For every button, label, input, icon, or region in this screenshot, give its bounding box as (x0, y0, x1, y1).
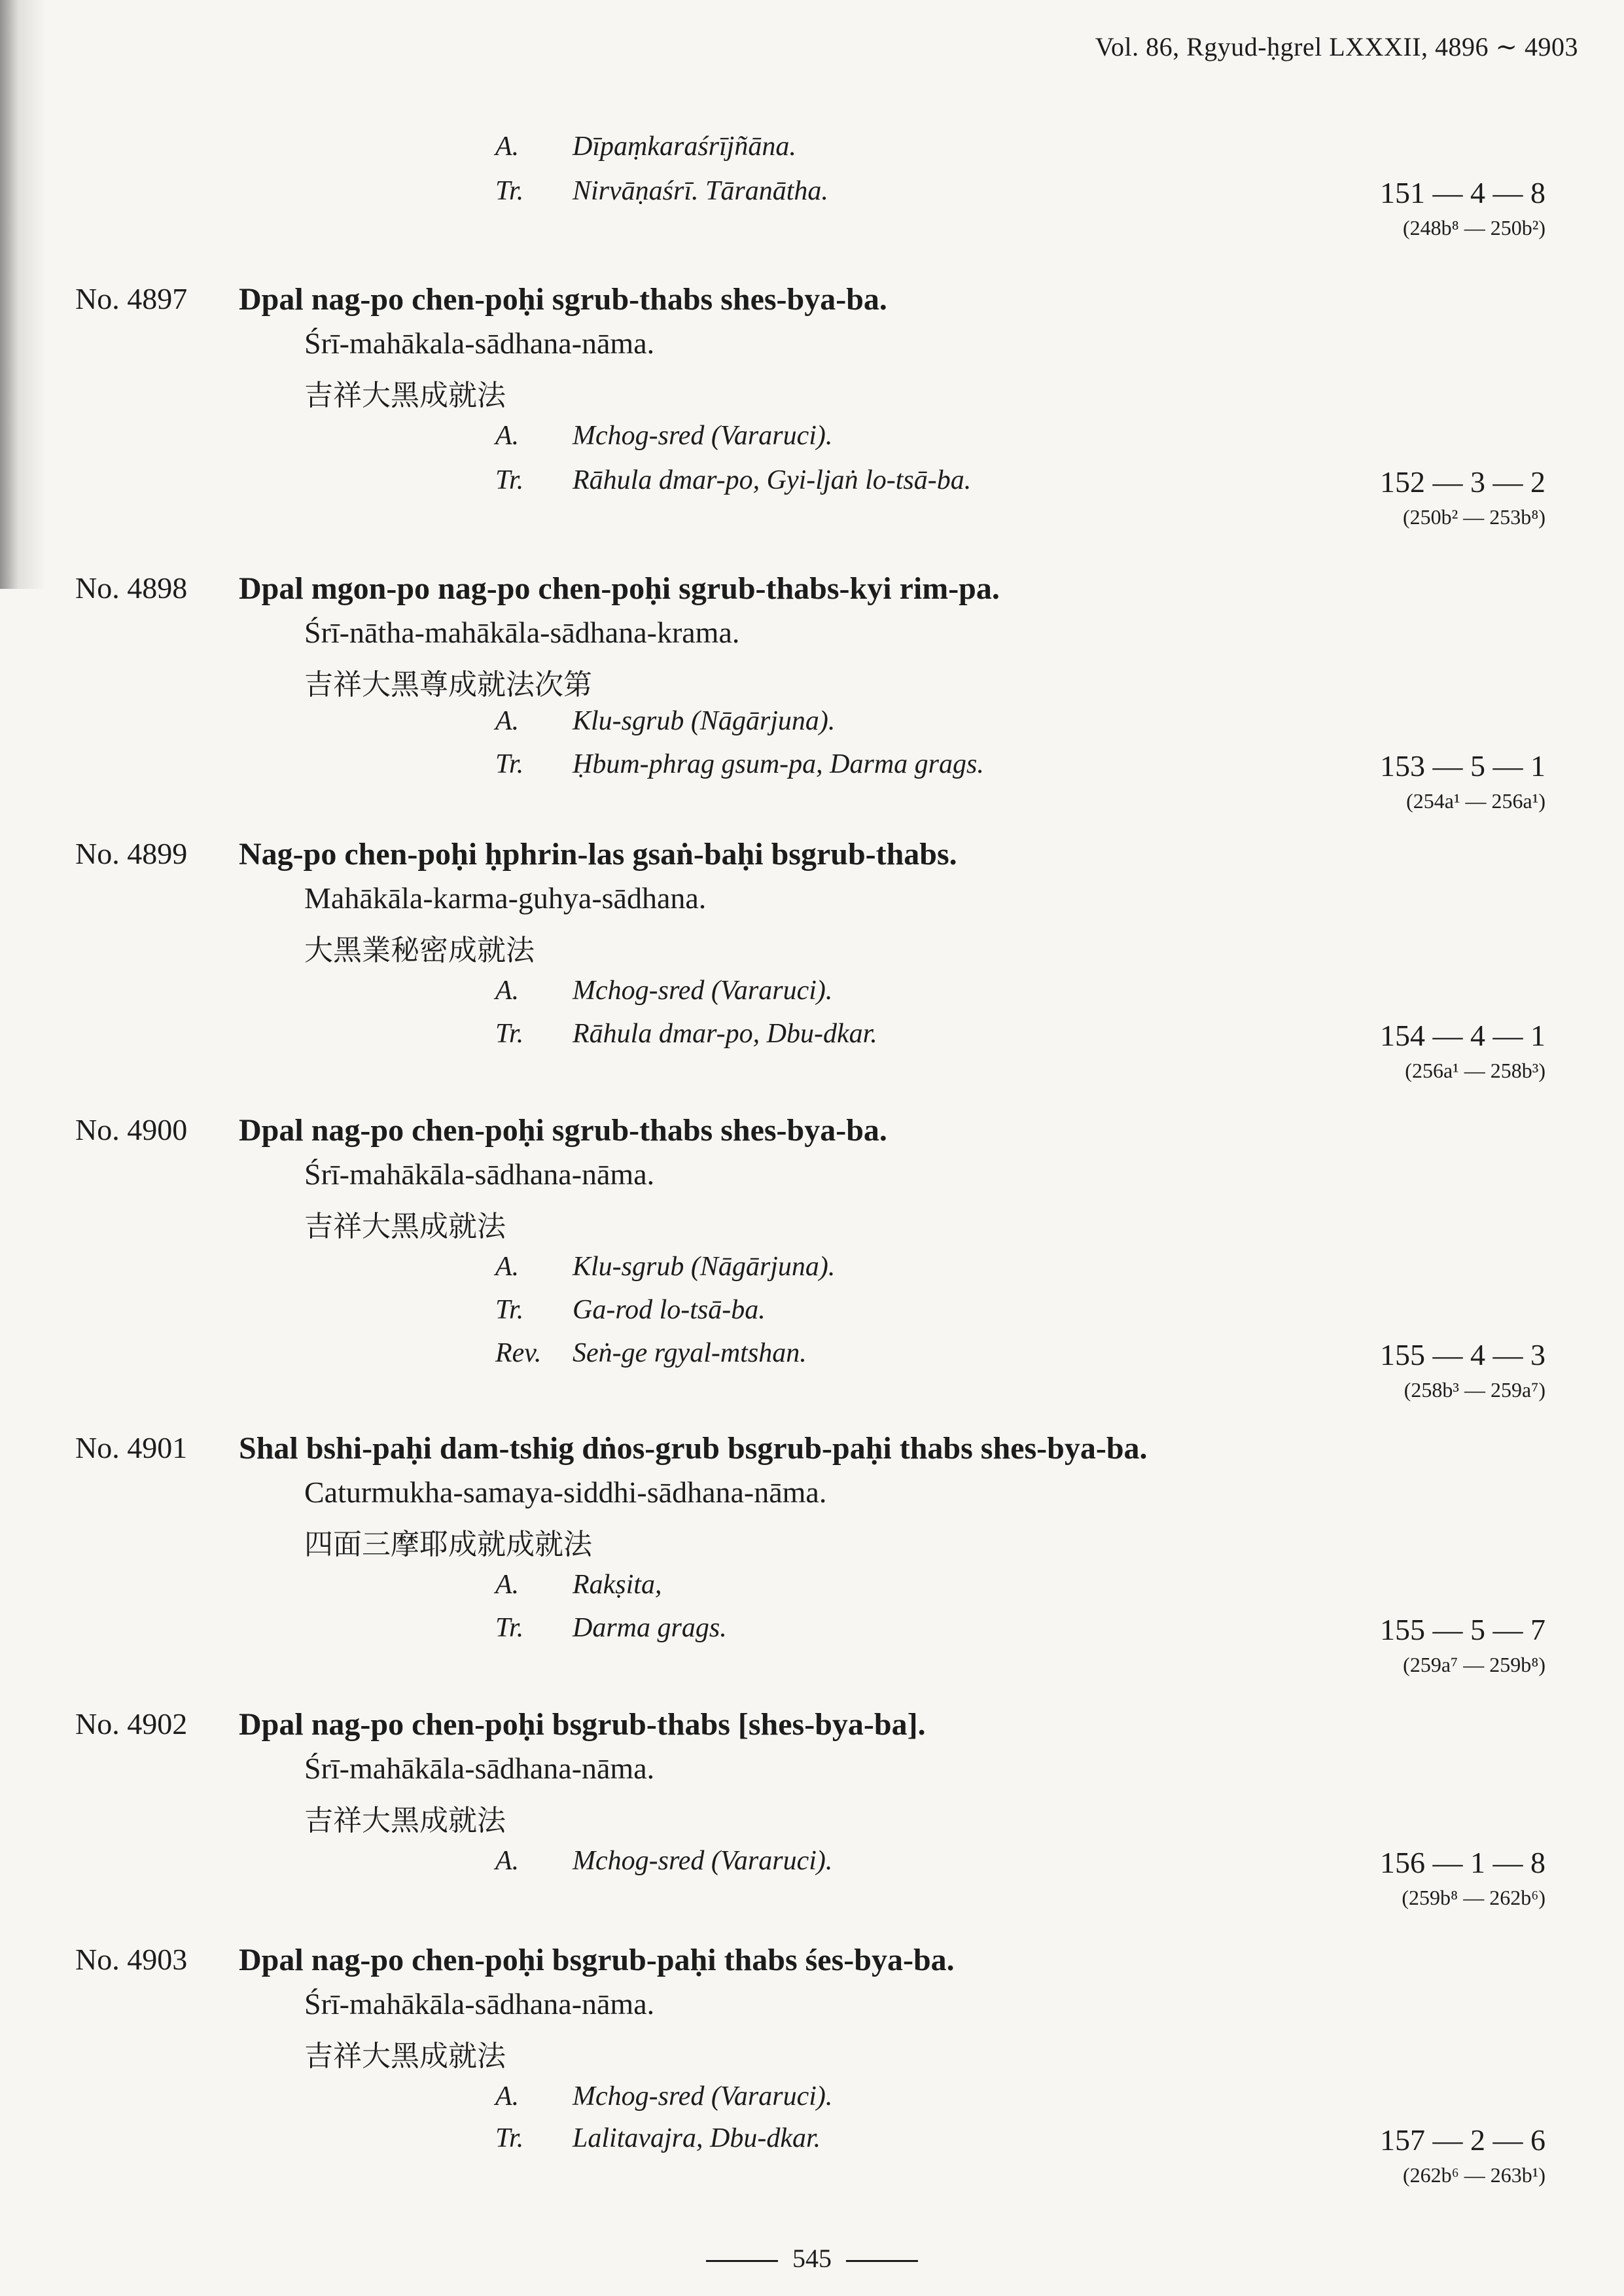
credit-name: Rāhula dmar-po, Dbu-dkar. (573, 1019, 877, 1049)
credit-role: Rev. (495, 1338, 542, 1368)
entry-sanskrit-title: Śrī-mahākāla-sādhana-nāma. (304, 1157, 655, 1191)
credit-name: Klu-sgrub (Nāgārjuna). (573, 1252, 836, 1282)
credit-name: Seṅ-ge rgyal-mtshan. (573, 1338, 807, 1368)
credit-line (0, 1569, 1624, 1608)
folio-range: (258b³ — 259a⁷) (1403, 1378, 1545, 1402)
entry-number: No. 4898 (75, 571, 188, 605)
entry-chinese-title: 大黑業秘密成就法 (304, 934, 535, 967)
credit-role: A. (495, 1570, 520, 1600)
folio-range: (262b⁶ — 263b¹) (1402, 2163, 1545, 2187)
entry-number: No. 4897 (75, 282, 188, 315)
credit-role: Tr. (495, 1295, 524, 1325)
entry-sanskrit-title: Śrī-mahākāla-sādhana-nāma. (304, 1987, 655, 2021)
entry-title: Dpal nag-po chen-poḥi bsgrub-paḥi thabs śes-bya-ba. (239, 1943, 955, 1977)
entry-sanskrit-title: Caturmukha-samaya-siddhi-sādhana-nāma. (304, 1475, 827, 1509)
credit-role: A. (495, 1846, 520, 1876)
credit-name: Mchog-sred (Vararuci). (573, 976, 833, 1006)
entry-sanskrit-title: Śrī-mahākāla-sādhana-nāma. (304, 1752, 655, 1785)
folio-range: (256a¹ — 258b³) (1405, 1059, 1545, 1082)
credit-role: A. (495, 2081, 520, 2111)
folio-range: (259a⁷ — 259b⁸) (1403, 1653, 1545, 1676)
volume-page-line-ref: 157 — 2 — 6 (1380, 2123, 1545, 2157)
credit-name: Mchog-sred (Vararuci). (573, 1846, 833, 1876)
folio-range: (250b² — 253b⁸) (1402, 505, 1545, 529)
credit-line (0, 2081, 1624, 2120)
credit-role: Tr. (495, 176, 524, 206)
credit-name: Rakṣita, (573, 1570, 662, 1600)
volume-page-line-ref: 156 — 1 — 8 (1380, 1846, 1545, 1879)
credit-name: Mchog-sred (Vararuci). (573, 421, 833, 451)
entry-chinese-title: 吉祥大黑成就法 (304, 1210, 506, 1243)
credit-name: Nirvāṇaśrī. Tāranātha. (573, 176, 828, 206)
credit-name: Darma grags. (573, 1613, 727, 1643)
credit-role: A. (495, 706, 520, 736)
volume-page-line-ref: 153 — 5 — 1 (1380, 749, 1545, 783)
credit-line (0, 1251, 1624, 1290)
entry-number: No. 4901 (75, 1431, 188, 1464)
credit-role: Tr. (495, 465, 524, 495)
credit-name: Ḥbum-phrag gsum-pa, Darma grags. (573, 749, 984, 779)
entry-title: Dpal mgon-po nag-po chen-poḥi sgrub-thabs-kyi rim-pa. (239, 571, 1000, 606)
credit-role: A. (495, 1252, 520, 1282)
running-head: Vol. 86, Rgyud-ḥgrel LXXXII, 4896 ∼ 4903 (1095, 32, 1578, 62)
volume-page-line-ref: 155 — 4 — 3 (1380, 1338, 1545, 1371)
volume-page-line-ref: 151 — 4 — 8 (1380, 176, 1545, 209)
volume-page-line-ref: 155 — 5 — 7 (1380, 1613, 1545, 1646)
folio-range: (259b⁸ — 262b⁶) (1402, 1886, 1545, 1909)
catalog-entry (0, 571, 1624, 832)
catalog-entry (0, 1706, 1624, 1968)
entry-chinese-title: 吉祥大黑成就法 (304, 379, 506, 412)
entry-chinese-title: 吉祥大黑成就法 (304, 1804, 506, 1837)
catalog-entry (0, 281, 1624, 543)
credit-name: Mchog-sred (Vararuci). (573, 2081, 833, 2111)
entry-chinese-title: 吉祥大黑成就法 (304, 2040, 506, 2073)
entry-title: Dpal nag-po chen-poḥi sgrub-thabs shes-bya-ba. (239, 282, 887, 317)
credit-role: Tr. (495, 749, 524, 779)
credit-line (0, 975, 1624, 1014)
entry-number: No. 4900 (75, 1113, 188, 1146)
volume-page-line-ref: 154 — 4 — 1 (1380, 1019, 1545, 1052)
credit-role: A. (495, 976, 520, 1006)
credit-name: Ga-rod lo-tsā-ba. (573, 1295, 766, 1325)
entry-chinese-title: 吉祥大黑尊成就法次第 (304, 668, 592, 701)
entry-title: Nag-po chen-poḥi ḥphrin-las gsaṅ-baḥi bsgrub-thabs. (239, 837, 957, 872)
entry-sanskrit-title: Śrī-mahākala-sādhana-nāma. (304, 327, 655, 360)
entry-number: No. 4903 (75, 1943, 188, 1976)
credit-name: Klu-sgrub (Nāgārjuna). (573, 706, 836, 736)
credit-role: Tr. (495, 2123, 524, 2153)
catalog-entry (0, 836, 1624, 1098)
footer-dash (706, 2260, 778, 2262)
credit-name: Lalitavajra, Dbu-dkar. (573, 2123, 821, 2153)
folio-range: (248b⁸ — 250b²) (1402, 216, 1545, 239)
credit-line (0, 420, 1624, 459)
credit-role: Tr. (495, 1613, 524, 1643)
entry-number: No. 4899 (75, 837, 188, 870)
entry-chinese-title: 四面三摩耶成就成就法 (304, 1528, 592, 1561)
credit-line (0, 705, 1624, 745)
credit-line (0, 131, 1624, 170)
credit-name: Rāhula dmar-po, Gyi-ljaṅ lo-tsā-ba. (573, 465, 972, 495)
volume-page-line-ref: 152 — 3 — 2 (1380, 465, 1545, 499)
catalog-entry (0, 1430, 1624, 1692)
credit-line (0, 1294, 1624, 1333)
credit-name: Dīpaṃkaraśrījñāna. (573, 132, 796, 162)
credit-role: A. (495, 421, 520, 451)
entry-sanskrit-title: Śrī-nātha-mahākāla-sādhana-krama. (304, 616, 740, 649)
entry-title: Dpal nag-po chen-poḥi bsgrub-thabs [shes-bya-ba]. (239, 1707, 926, 1742)
entry-sanskrit-title: Mahākāla-karma-guhya-sādhana. (304, 881, 707, 915)
catalog-entry (0, 1942, 1624, 2204)
entry-number: No. 4902 (75, 1707, 188, 1740)
entry-title: Shal bshi-paḥi dam-tshig dṅos-grub bsgrub-paḥi thabs shes-bya-ba. (239, 1431, 1148, 1466)
credit-role: A. (495, 132, 520, 162)
entry-title: Dpal nag-po chen-poḥi sgrub-thabs shes-bya-ba. (239, 1113, 887, 1148)
footer-dash (846, 2260, 918, 2262)
page-number-footer (0, 2243, 1624, 2274)
credit-role: Tr. (495, 1019, 524, 1049)
catalog-entry (0, 1112, 1624, 1402)
page-number: 545 (792, 2244, 832, 2273)
folio-range: (254a¹ — 256a¹) (1406, 789, 1545, 813)
